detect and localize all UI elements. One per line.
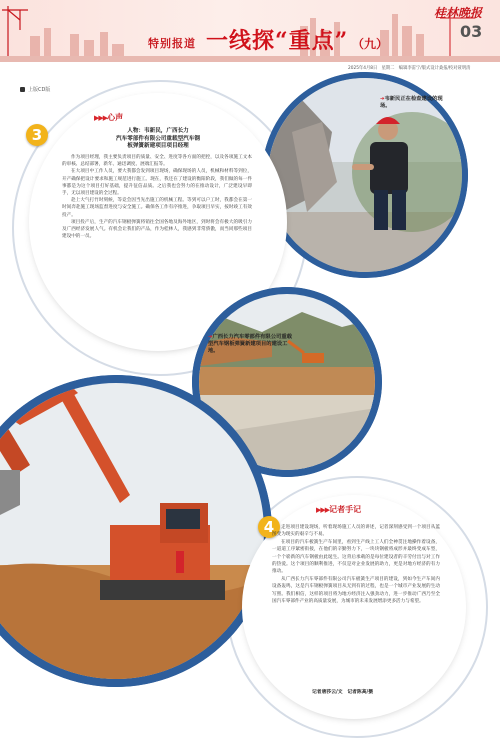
paragraph: 项目投产后，生产的汽车钢板弹簧将销往全国各地及海外地区，到时将会有极大的吸引力及广西经济发展人气。有机会让我们的产品，作为桂林人，我感到非常骄傲，而当同那些项目建设中的一员。: [62, 219, 252, 240]
caption-text: 广西长力汽车零部件有限公司重载型汽车钢板弹簧新建项目的建设工地。: [208, 334, 292, 354]
section-title-text: 心声: [107, 113, 124, 122]
section-badge: 4: [258, 516, 280, 538]
audio-link[interactable]: [20, 86, 50, 93]
paragraph: 在项目的汽车板簧生产车间里，看到生产线上工人们全神贯注地操作着设备，一道道工序紧密衔接，在他们的辛勤努力下，一块块钢板将成形并最终变成车型，一个个崭新的汽车钢板由此诞生。这背后承载的是每位建设者的辛劳付出与对工作的热爱。这个项目的顺利推进，不仅是对企业发展的助力，更是对地方经济的有力推动。: [272, 539, 440, 575]
paragraph: 走进项目建设现场，听着现场施工人员的讲述，记者深刻感受到一个项目从蓝图变为现实的艰辛与不易。: [272, 525, 440, 538]
page-header: [0, 0, 500, 62]
section-title: ▶▶▶心声: [94, 113, 124, 122]
person-line: 人物：韦新民，广西长力: [127, 128, 189, 134]
date-editor-line: 2025年4月8日 星期二 编辑李雷宁/版式设计桑报/校对聂明清: [348, 66, 471, 71]
speaker-icon: [20, 87, 25, 92]
section-title-text: 记者手记: [329, 505, 362, 514]
page-title: 一线探“重点”: [206, 28, 349, 54]
photo-caption: ➜广西长力汽车零部件有限公司重载型汽车钢板弹簧新建项目的建设工地。: [208, 334, 292, 354]
paragraph: 赴上大气打竹时刻候，等竞会因当先出施工的机械工程。等到可以户工时，我都会在第一时间奔赴施工现场监督进度与安全施工。确保各工作有序推进，争取项目早实，按时竣工有效投产。: [62, 198, 252, 218]
section-title: ▶▶▶记者手记: [316, 505, 362, 514]
photo-caption: ➜韦新民正在检查建设的现场。: [380, 96, 443, 109]
section-body: [62, 154, 252, 240]
paragraph: 从广西长力汽车零部件有限公司汽车板簧生产项目的建设，到如今生产车间内设备轰鸣，这是汽车钢板弹簧项目从无到有的过程，也是一个城市产业发展的生动写照。我们相信，这样的项目将为地方经济注入强劲动力，进一步推动广西乃至全国汽车零部件产业的高质量发展，为城市的未来发展增添更多活力与希望。: [272, 576, 440, 605]
paragraph: 作为项目经理，我主要负责项目的质量、安全、进度等各方面的把控，以及各项施工文本的审核、总结部署，新年、通迅调度、展端汇报等。: [62, 155, 252, 168]
special-report-label: 特别报道: [148, 37, 196, 50]
newspaper-logo: 桂林晚报: [434, 6, 483, 20]
section-badge: 3: [26, 124, 48, 146]
paragraph: 在大项目中工作人员，要大我都会发到项目现场，确保现场的人员，机械和材料等到位，开产确保把设计要求和施工规范进行施工。现在，我还在了建设的衡阳阶段，我们做的每一件事都是为这个项目打好基础，提升征信品质。之后我也会努力的在推动设计，广泛建设早即手，无以项目建设的全过程。: [62, 169, 252, 197]
page-number: 03: [460, 22, 483, 41]
reporter-credit: 记者唐莎云/文 记者陈高/摄: [312, 690, 374, 695]
person-intro: [58, 128, 258, 151]
person-line: 板弹簧新建项目项目经理: [127, 143, 189, 149]
audio-label: 上版CD版: [28, 87, 51, 93]
issue-number: （九）: [352, 37, 389, 51]
caption-text: 韦新民正在检查建设的现场。: [380, 96, 443, 109]
person-line: 汽车零部件有限公司重载型汽车钢: [116, 135, 200, 142]
section-body: [272, 524, 440, 605]
